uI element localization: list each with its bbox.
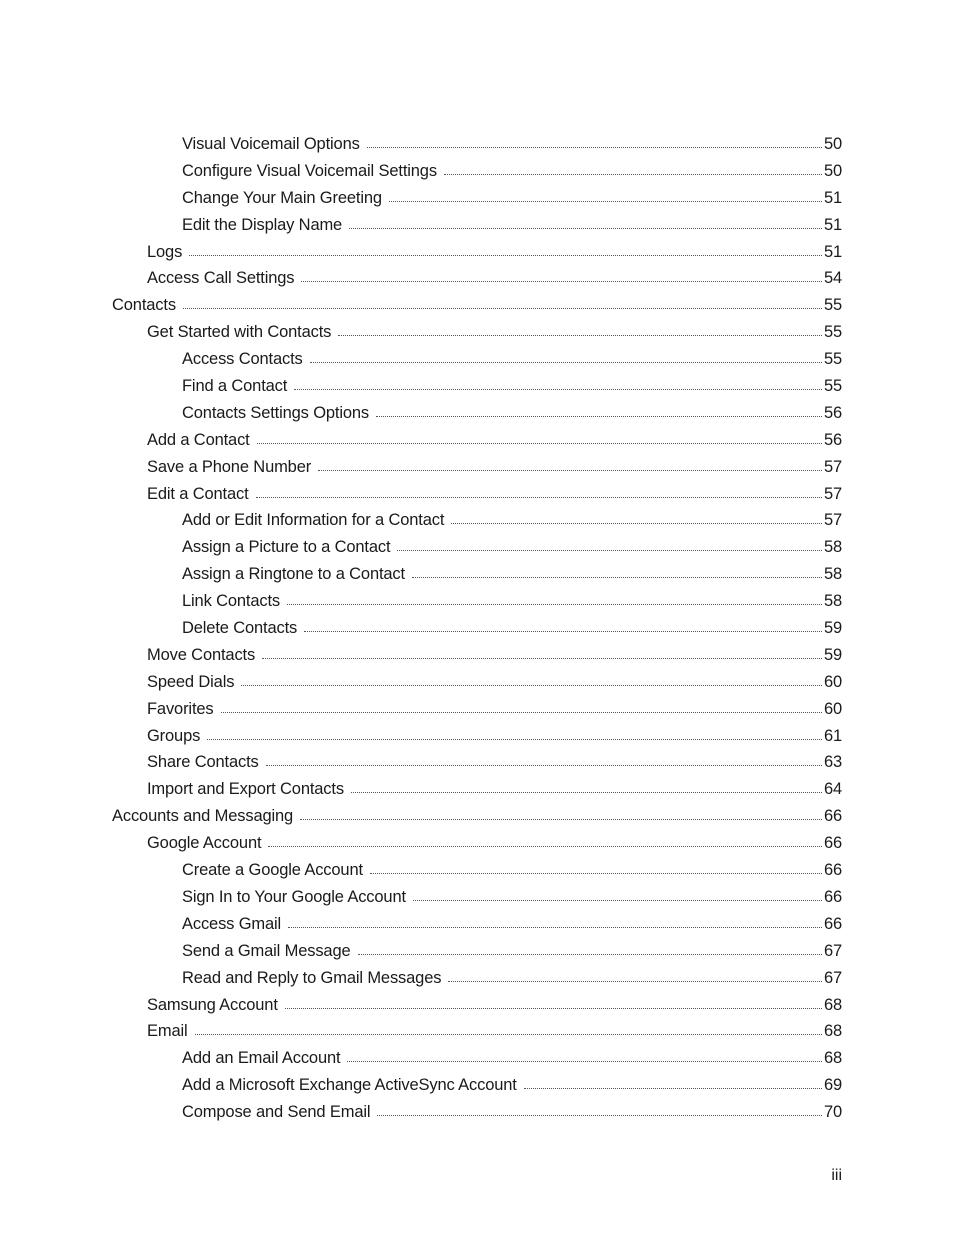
dot-leader [266, 765, 822, 766]
toc-entry[interactable] [0, 749, 954, 776]
toc-entry-title: Samsung Account [147, 995, 278, 1014]
dot-leader [358, 954, 822, 955]
toc-entry-title: Favorites [147, 699, 214, 718]
toc-entry[interactable] [0, 938, 954, 965]
toc-entry-title: Link Contacts [182, 592, 281, 611]
toc-entry-page-number: 67 [823, 941, 842, 960]
toc-entry-title: Share Contacts [147, 753, 259, 772]
toc-entry-page-number: 55 [823, 323, 842, 342]
toc-entry-page-number: 59 [823, 645, 842, 664]
toc-entry-title: Get Started with Contacts [147, 323, 332, 342]
dot-leader [207, 739, 822, 740]
table-of-contents [0, 131, 954, 1126]
dot-leader [448, 981, 822, 982]
toc-entry-title: Create a Google Account [182, 861, 363, 880]
toc-entry[interactable] [0, 696, 954, 723]
toc-entry-title: Contacts [112, 296, 176, 315]
dot-leader [412, 577, 822, 578]
toc-entry[interactable] [0, 481, 954, 508]
toc-entry-page-number: 57 [823, 457, 842, 476]
dot-leader [376, 416, 822, 417]
toc-entry-page-number: 55 [823, 296, 842, 315]
toc-entry-page-number: 67 [823, 968, 842, 987]
toc-entry[interactable] [0, 185, 954, 212]
toc-entry-title: Send a Gmail Message [182, 941, 351, 960]
toc-entry[interactable] [0, 830, 954, 857]
toc-entry-page-number: 63 [823, 753, 842, 772]
toc-entry-page-number: 64 [823, 780, 842, 799]
toc-entry-title: Sign In to Your Google Account [182, 887, 406, 906]
toc-entry[interactable] [0, 776, 954, 803]
toc-entry[interactable] [0, 158, 954, 185]
toc-entry-title: Speed Dials [147, 672, 235, 691]
dot-leader [241, 685, 822, 686]
dot-leader [268, 846, 822, 847]
dot-leader [287, 604, 822, 605]
toc-entry-page-number: 56 [823, 430, 842, 449]
toc-entry-page-number: 66 [823, 914, 842, 933]
dot-leader [389, 201, 822, 202]
toc-entry-page-number: 58 [823, 538, 842, 557]
toc-entry[interactable] [0, 534, 954, 561]
toc-entry-page-number: 59 [823, 619, 842, 638]
toc-entry-title: Contacts Settings Options [182, 403, 370, 422]
dot-leader [257, 443, 822, 444]
dot-leader [221, 712, 822, 713]
toc-entry-title: Add an Email Account [182, 1049, 341, 1068]
dot-leader [183, 308, 822, 309]
toc-entry-title: Find a Contact [182, 377, 288, 396]
dot-leader [524, 1088, 822, 1089]
toc-entry[interactable] [0, 373, 954, 400]
toc-entry-title: Visual Voicemail Options [182, 135, 360, 153]
toc-entry-title: Save a Phone Number [147, 457, 312, 476]
dot-leader [304, 631, 822, 632]
dot-leader [338, 335, 822, 336]
toc-entry-page-number: 68 [823, 995, 842, 1014]
toc-entry[interactable] [0, 454, 954, 481]
toc-entry[interactable] [0, 1018, 954, 1045]
toc-entry[interactable] [0, 615, 954, 642]
toc-entry-page-number: 66 [823, 861, 842, 880]
dot-leader [300, 819, 822, 820]
toc-entry-title: Edit the Display Name [182, 215, 343, 234]
dot-leader [444, 174, 822, 175]
dot-leader [349, 228, 822, 229]
dot-leader [195, 1034, 822, 1035]
dot-leader [189, 255, 822, 256]
page-number: iii [831, 1167, 842, 1184]
toc-entry-page-number: 66 [823, 887, 842, 906]
toc-entry-title: Access Contacts [182, 350, 303, 369]
dot-leader [413, 900, 822, 901]
toc-entry[interactable] [0, 239, 954, 266]
toc-entry-page-number: 55 [823, 350, 842, 369]
dot-leader [288, 927, 822, 928]
toc-entry[interactable] [0, 884, 954, 911]
toc-entry-page-number: 60 [823, 699, 842, 718]
dot-leader [377, 1115, 822, 1116]
toc-entry-page-number: 68 [823, 1049, 842, 1068]
toc-entry[interactable] [0, 346, 954, 373]
toc-entry-title: Groups [147, 726, 201, 745]
dot-leader [262, 658, 822, 659]
toc-entry-page-number: 66 [823, 834, 842, 853]
toc-entry-title: Assign a Picture to a Contact [182, 538, 391, 557]
toc-entry[interactable] [0, 669, 954, 696]
toc-entry-title: Import and Export Contacts [147, 780, 344, 799]
toc-entry[interactable] [0, 427, 954, 454]
toc-entry[interactable] [0, 131, 954, 158]
dot-leader [370, 873, 822, 874]
toc-entry-title: Add a Contact [147, 430, 250, 449]
toc-entry-page-number: 66 [823, 807, 842, 826]
toc-entry-page-number: 57 [823, 511, 842, 530]
toc-entry-title: Email [147, 1022, 188, 1041]
dot-leader [310, 362, 822, 363]
toc-entry-title: Move Contacts [147, 645, 256, 664]
toc-entry-page-number: 57 [823, 484, 842, 503]
toc-entry[interactable] [0, 911, 954, 938]
toc-entry-page-number: 60 [823, 672, 842, 691]
dot-leader [301, 281, 822, 282]
toc-entry-title: Access Call Settings [147, 269, 295, 288]
dot-leader [367, 147, 822, 148]
toc-entry-title: Read and Reply to Gmail Messages [182, 968, 442, 987]
toc-entry[interactable] [0, 400, 954, 427]
toc-entry-page-number: 51 [823, 242, 842, 261]
toc-entry-page-number: 69 [823, 1076, 842, 1095]
toc-entry-title: Edit a Contact [147, 484, 249, 503]
toc-entry[interactable] [0, 1045, 954, 1072]
toc-entry[interactable] [0, 642, 954, 669]
toc-entry[interactable] [0, 292, 954, 319]
toc-entry[interactable] [0, 965, 954, 992]
toc-entry-page-number: 61 [823, 726, 842, 745]
toc-entry[interactable] [0, 212, 954, 239]
toc-entry-title: Google Account [147, 834, 262, 853]
toc-entry-page-number: 50 [823, 161, 842, 180]
toc-entry-page-number: 58 [823, 565, 842, 584]
toc-entry[interactable] [0, 803, 954, 830]
dot-leader [294, 389, 822, 390]
toc-entry-page-number: 55 [823, 377, 842, 396]
toc-entry[interactable] [0, 1072, 954, 1099]
dot-leader [397, 550, 822, 551]
toc-entry-page-number: 58 [823, 592, 842, 611]
toc-entry-title: Delete Contacts [182, 619, 298, 638]
toc-entry-title: Add or Edit Information for a Contact [182, 511, 445, 530]
toc-entry-title: Change Your Main Greeting [182, 188, 382, 207]
dot-leader [256, 497, 822, 498]
toc-entry[interactable] [0, 857, 954, 884]
toc-entry-page-number: 51 [823, 188, 842, 207]
toc-entry[interactable] [0, 265, 954, 292]
toc-entry[interactable] [0, 588, 954, 615]
toc-entry-title: Compose and Send Email [182, 1103, 371, 1122]
toc-entry-page-number: 56 [823, 403, 842, 422]
toc-entry-page-number: 68 [823, 1022, 842, 1041]
toc-entry-title: Configure Visual Voicemail Settings [182, 161, 437, 180]
dot-leader [347, 1061, 822, 1062]
toc-entry-title: Assign a Ringtone to a Contact [182, 565, 405, 584]
toc-entry-title: Logs [147, 242, 183, 261]
toc-entry[interactable] [0, 319, 954, 346]
toc-entry-page-number: 70 [823, 1103, 842, 1122]
dot-leader [451, 523, 822, 524]
toc-entry[interactable] [0, 992, 954, 1019]
toc-entry[interactable] [0, 561, 954, 588]
toc-entry[interactable] [0, 723, 954, 750]
dot-leader [351, 792, 822, 793]
toc-entry-page-number: 51 [823, 215, 842, 234]
toc-entry[interactable] [0, 507, 954, 534]
toc-entry-title: Accounts and Messaging [112, 807, 294, 826]
toc-entry-page-number: 50 [823, 135, 842, 153]
dot-leader [285, 1008, 822, 1009]
toc-entry-title: Access Gmail [182, 914, 282, 933]
toc-entry-page-number: 54 [823, 269, 842, 288]
toc-entry-title: Add a Microsoft Exchange ActiveSync Account [182, 1076, 517, 1095]
toc-entry[interactable] [0, 1099, 954, 1126]
dot-leader [318, 470, 822, 471]
